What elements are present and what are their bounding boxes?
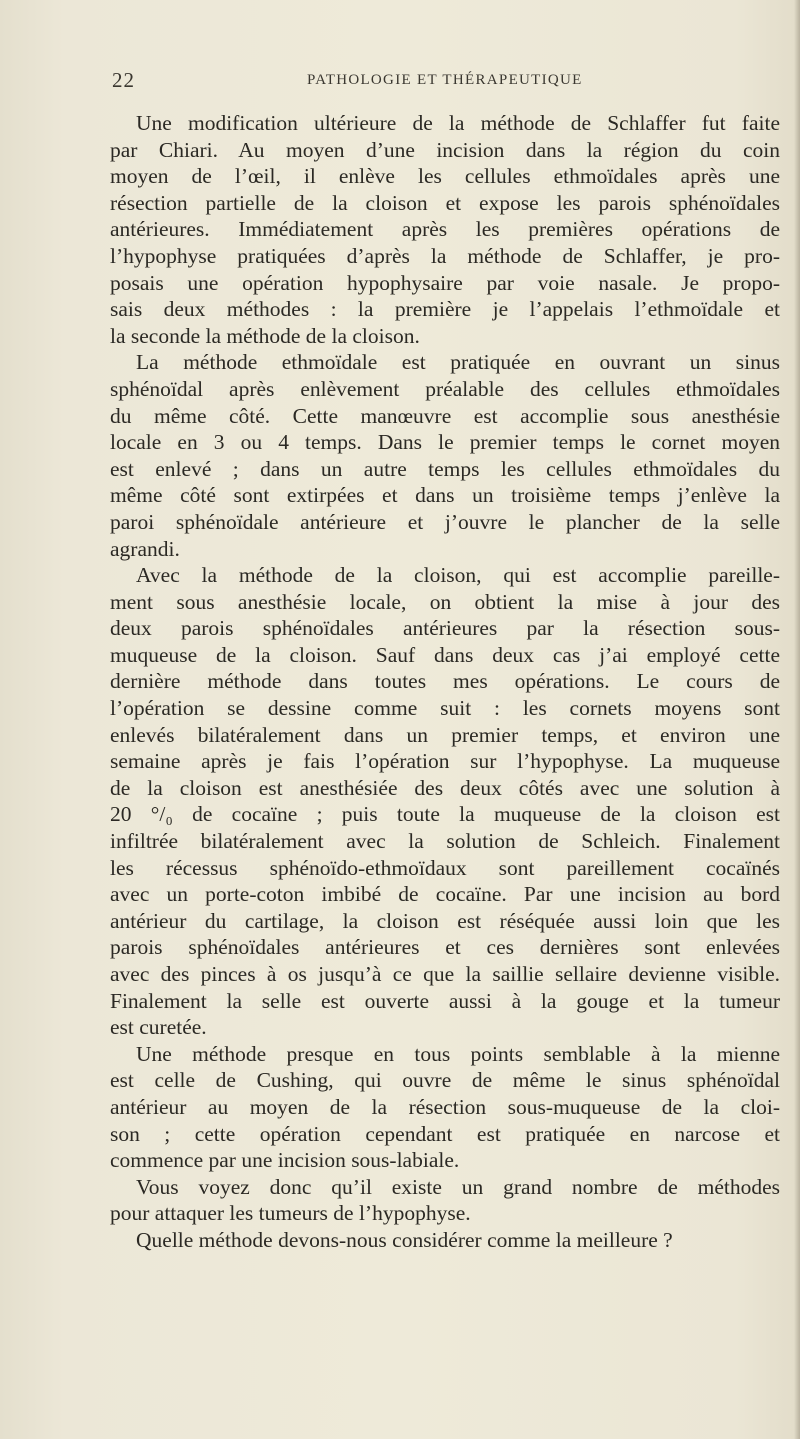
text-line: l’hypophyse pratiquées d’après la méthode de Schlaffer, je pro- — [110, 243, 780, 268]
text-line: est celle de Cushing, qui ouvre de même le sinus sphénoïdal — [110, 1068, 780, 1093]
text-line: semaine après je fais l’opération sur l’hypophyse. La muqueuse — [110, 749, 780, 774]
text-line: Avec la méthode de la cloison, qui est accomplie pareille- — [136, 563, 780, 588]
text-line: Une modification ultérieure de la méthode de Schlaffer fut faite — [136, 111, 780, 135]
body-text — [110, 110, 780, 1254]
text-line: parois sphénoïdales antérieures et ces dernières sont enlevées — [110, 935, 780, 960]
text-line: par Chiari. Au moyen d’une incision dans la région du coin — [110, 137, 780, 162]
text-line: infiltrée bilatéralement avec la solution de Schleich. Finalement — [110, 829, 780, 854]
text-line: du même côté. Cette manœuvre est accomplie sous anesthésie — [110, 403, 780, 428]
text-line: posais une opération hypophysaire par voie nasale. Je propo- — [110, 270, 780, 295]
text-line: commence par une incision sous-labiale. — [110, 1148, 460, 1173]
text-line: Une méthode presque en tous points semblable à la mienne — [136, 1041, 780, 1066]
text-line: est curetée. — [110, 1015, 207, 1040]
text-line: La méthode ethmoïdale est pratiquée en ouvrant un sinus — [136, 350, 780, 375]
text-line: locale en 3 ou 4 temps. Dans le premier temps le cornet moyen — [110, 430, 780, 455]
text-line: antérieur au moyen de la résection sous-muqueuse de la cloi- — [110, 1094, 780, 1119]
text-line: enlevés bilatéralement dans un premier temps, et environ une — [110, 722, 780, 747]
text-line: 20 °/₀ de cocaïne ; puis toute la muqueuse de la cloison est — [110, 802, 780, 827]
text-line: deux parois sphénoïdales antérieures par la résection sous- — [110, 616, 780, 641]
text-line: avec des pinces à os jusqu’à ce que la saillie sellaire devienne visible. — [110, 962, 780, 986]
text-line: Finalement la selle est ouverte aussi à la gouge et la tumeur — [110, 988, 780, 1013]
text-line: avec un porte-coton imbibé de cocaïne. Par une incision au bord — [110, 882, 780, 907]
text-line: résection partielle de la cloison et expose les parois sphénoïdales — [110, 190, 780, 215]
text-line: l’opération se dessine comme suit : les cornets moyens sont — [110, 696, 780, 721]
page-edge-shadow — [794, 0, 800, 1439]
text-line: moyen de l’œil, il enlève les cellules ethmoïdales après une — [110, 164, 780, 189]
text-line: les récessus sphénoïdo-ethmoïdaux sont pareillement cocaïnés — [110, 855, 780, 880]
text-line: est enlevé ; dans un autre temps les cellules ethmoïdales du — [110, 456, 780, 481]
text-line: ment sous anesthésie locale, on obtient la mise à jour des — [110, 589, 780, 614]
text-line: muqueuse de la cloison. Sauf dans deux cas j’ai employé cette — [110, 642, 780, 667]
text-line: son ; cette opération cependant est pratiquée en narcose et — [110, 1121, 780, 1146]
text-line: même côté sont extirpées et dans un troisième temps j’enlève la — [110, 483, 780, 508]
text-line: sais deux méthodes : la première je l’appelais l’ethmoïdale et — [110, 297, 780, 322]
text-line: pour attaquer les tumeurs de l’hypophyse. — [110, 1201, 471, 1226]
text-line: de la cloison est anesthésiée des deux côtés avec une solution à — [110, 775, 780, 800]
text-line: dernière méthode dans toutes mes opérations. Le cours de — [110, 669, 780, 694]
text-line: antérieur du cartilage, la cloison est réséquée aussi loin que les — [110, 908, 780, 933]
text-line: sphénoïdal après enlèvement préalable des cellules ethmoïdales — [110, 376, 780, 401]
text-line: antérieures. Immédiatement après les premières opérations de — [110, 217, 780, 242]
text-line: la seconde la méthode de la cloison. — [110, 323, 420, 348]
text-line: paroi sphénoïdale antérieure et j’ouvre le plancher de la selle — [110, 509, 780, 534]
page-number: 22 — [112, 68, 135, 92]
page-header — [112, 68, 792, 94]
running-title: PATHOLOGIE ET THÉRAPEUTIQUE — [307, 72, 583, 88]
text-line: agrandi. — [110, 536, 180, 561]
text-line: Quelle méthode devons-nous considérer comme la meilleure ? — [136, 1227, 673, 1252]
text-line: Vous voyez donc qu’il existe un grand nombre de méthodes — [136, 1174, 780, 1199]
